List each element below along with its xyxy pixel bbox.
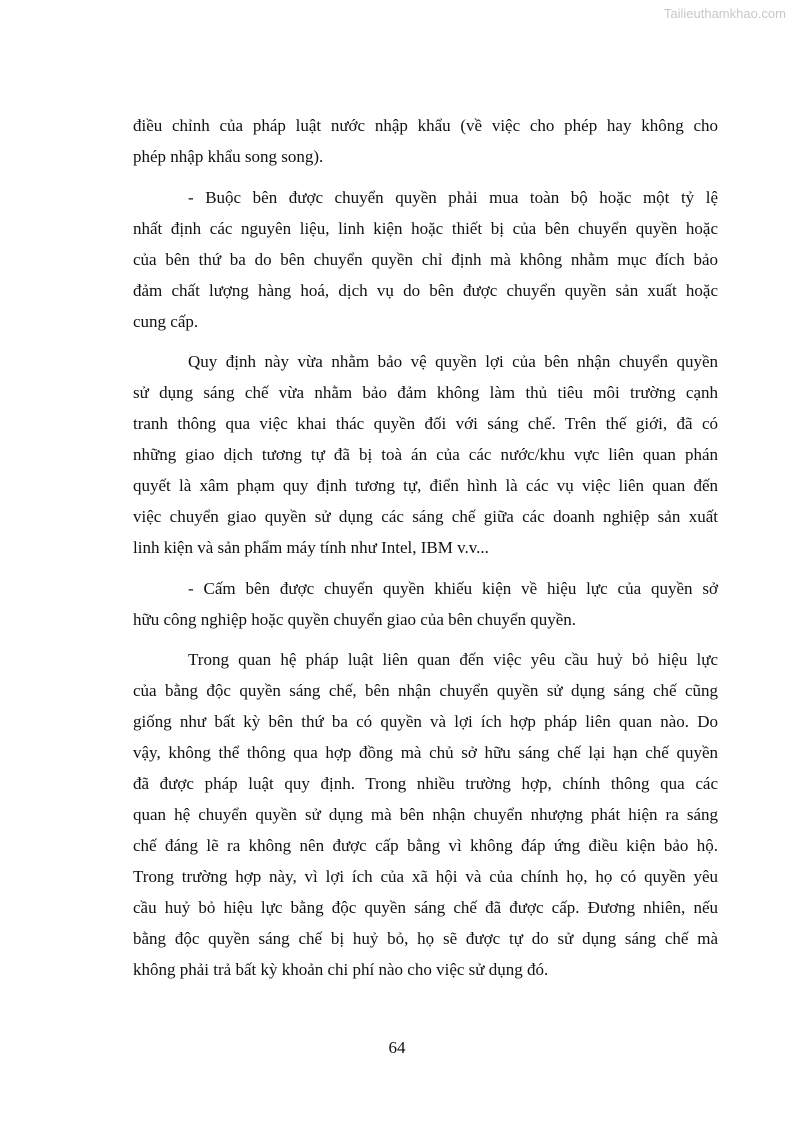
text-line: chế đáng lẽ ra không nên được cấp bằng vì không đáp ứng điều kiện bảo hộ.: [133, 836, 718, 855]
paragraph: [133, 644, 718, 985]
document-body: [133, 110, 718, 995]
text-line: đảm chất lượng hàng hoá, dịch vụ do bên được chuyển quyền sản xuất hoặc: [133, 280, 718, 300]
text-line: quyết là xâm phạm quy định tương tự, điển hình là các vụ việc liên quan đến: [133, 476, 718, 495]
text-line: linh kiện và sản phẩm máy tính như Intel, IBM v.v...: [133, 538, 489, 557]
text-line: Trong trường hợp này, vì lợi ích của xã hội và của chính họ, họ có quyền yêu: [133, 867, 718, 886]
paragraph: [133, 110, 718, 172]
text-line: hữu công nghiệp hoặc quyền chuyển giao của bên chuyển quyền.: [133, 609, 577, 629]
text-line: quan hệ chuyển quyền sử dụng mà bên nhận chuyển nhượng phát hiện ra sáng: [133, 805, 718, 824]
text-line: giống như bất kỳ bên thứ ba có quyền và lợi ích hợp pháp liên quan nào. Do: [133, 712, 718, 731]
text-line: cung cấp.: [133, 311, 199, 331]
text-line: đã được pháp luật quy định. Trong nhiều trường hợp, chính thông qua các: [133, 774, 718, 793]
page-number: 64: [388, 1038, 406, 1057]
text-line: phép nhập khẩu song song).: [133, 147, 324, 166]
text-line: Trong quan hệ pháp luật liên quan đến việc yêu cầu huỷ bỏ hiệu lực: [188, 650, 718, 669]
text-line: của bằng độc quyền sáng chế, bên nhận chuyển quyền sử dụng sáng chế cũng: [133, 681, 718, 700]
text-line: sử dụng sáng chế vừa nhằm bảo đảm không làm thủ tiêu môi trường cạnh: [133, 383, 718, 402]
text-line: không phải trả bất kỳ khoản chi phí nào cho việc sử dụng đó.: [133, 960, 549, 979]
text-line: cầu huỷ bỏ hiệu lực bằng độc quyền sáng chế đã được cấp. Đương nhiên, nếu: [133, 898, 718, 917]
text-line: - Buộc bên được chuyển quyền phải mua toàn bộ hoặc một tỷ lệ: [188, 187, 718, 207]
watermark: Tailieuthamkhao.com: [663, 6, 786, 21]
paragraph: [133, 182, 718, 337]
text-line: bằng độc quyền sáng chế bị huỷ bỏ, họ sẽ được tự do sử dụng sáng chế mà: [133, 929, 718, 948]
text-line: - Cấm bên được chuyển quyền khiếu kiện về hiệu lực của quyền sở: [188, 578, 718, 598]
text-line: của bên thứ ba do bên chuyển quyền chỉ định mà không nhằm mục đích bảo: [133, 249, 718, 269]
text-line: vậy, không thể thông qua hợp đồng mà chủ sở hữu sáng chế lại hạn chế quyền: [133, 743, 718, 762]
paragraph: [133, 573, 718, 635]
text-line: điều chỉnh của pháp luật nước nhập khẩu (về việc cho phép hay không cho: [133, 116, 718, 135]
text-line: nhất định các nguyên liệu, linh kiện hoặc thiết bị của bên chuyển quyền hoặc: [133, 218, 718, 238]
text-line: việc chuyển giao quyền sử dụng các sáng chế giữa các doanh nghiệp sản xuất: [133, 507, 718, 526]
paragraph: [133, 346, 718, 563]
text-line: những giao dịch tương tự đã bị toà án của các nước/khu vực liên quan phán: [133, 445, 718, 464]
text-line: tranh thông qua việc khai thác quyền đối với sáng chế. Trên thế giới, đã có: [133, 414, 718, 433]
text-line: Quy định này vừa nhằm bảo vệ quyền lợi của bên nhận chuyển quyền: [188, 352, 718, 371]
